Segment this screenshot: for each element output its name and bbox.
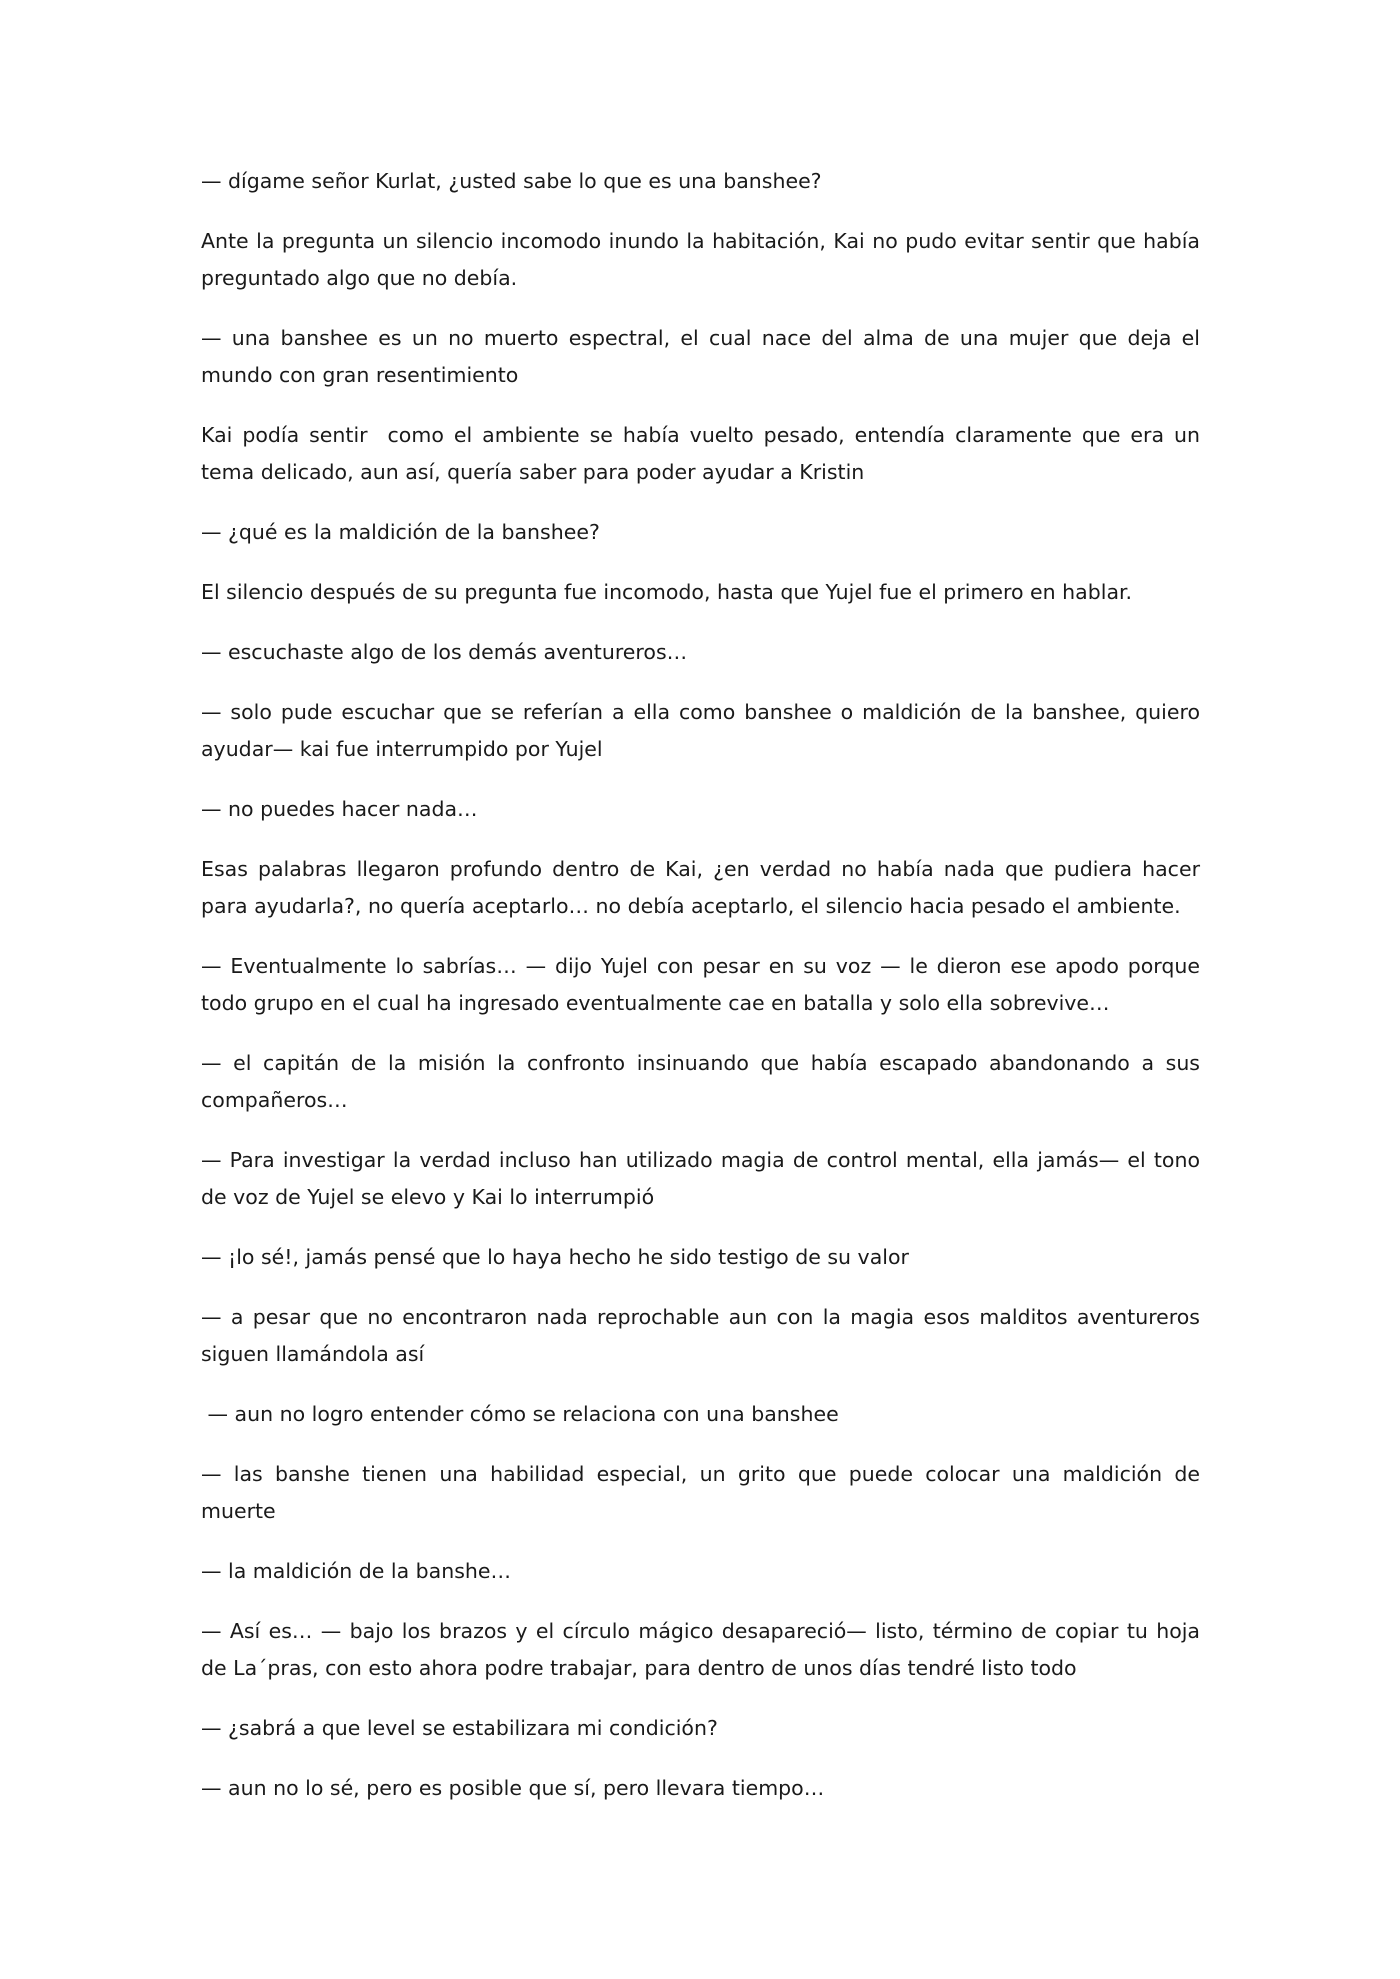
paragraph-2: Ante la pregunta un silencio incomodo inundo la habitación, Kai no pudo evitar sentir que había preguntado algo que no debía.	[201, 229, 1207, 290]
paragraph-16: — aun no logro entender cómo se relaciona con una banshee	[201, 1402, 839, 1426]
document-body	[201, 163, 1207, 1807]
paragraph-6: El silencio después de su pregunta fue incomodo, hasta que Yujel fue el primero en hablar.	[201, 580, 1133, 604]
paragraph-19: — Así es… — bajo los brazos y el círculo mágico desapareció— listo, término de copiar tu hoja de La´pras, con esto ahora podre trabajar, para dentro de unos días tendré listo todo	[201, 1619, 1207, 1680]
paragraph-14: — ¡lo sé!, jamás pensé que lo haya hecho he sido testigo de su valor	[201, 1245, 909, 1269]
paragraph-11: — Eventualmente lo sabrías… — dijo Yujel con pesar en su voz — le dieron ese apodo porque todo grupo en el cual ha ingresado eventualmente cae en batalla y solo ella sobrevive…	[201, 954, 1207, 1015]
paragraph-7: — escuchaste algo de los demás aventureros…	[201, 640, 688, 664]
paragraph-10: Esas palabras llegaron profundo dentro de Kai, ¿en verdad no había nada que pudiera hacer para ayudarla?, no quería aceptarlo… no debía aceptarlo, el silencio hacia pesado el ambiente.	[201, 857, 1207, 918]
paragraph-15: — a pesar que no encontraron nada reprochable aun con la magia esos malditos aventureros siguen llamándola así	[201, 1305, 1207, 1366]
paragraph-21: — aun no lo sé, pero es posible que sí, pero llevara tiempo…	[201, 1776, 825, 1800]
paragraph-4: Kai podía sentir como el ambiente se había vuelto pesado, entendía claramente que era un tema delicado, aun así, quería saber para poder ayudar a Kristin	[201, 423, 1207, 484]
paragraph-3: — una banshee es un no muerto espectral, el cual nace del alma de una mujer que deja el mundo con gran resentimiento	[201, 326, 1207, 387]
paragraph-5: — ¿qué es la maldición de la banshee?	[201, 520, 600, 544]
paragraph-13: — Para investigar la verdad incluso han utilizado magia de control mental, ella jamás— el tono de voz de Yujel se elevo y Kai lo interrumpió	[201, 1148, 1207, 1209]
paragraph-12: — el capitán de la misión la confronto insinuando que había escapado abandonando a sus compañeros…	[201, 1051, 1207, 1112]
paragraph-17: — las banshe tienen una habilidad especial, un grito que puede colocar una maldición de muerte	[201, 1462, 1207, 1523]
paragraph-20: — ¿sabrá a que level se estabilizara mi condición?	[201, 1716, 718, 1740]
paragraph-9: — no puedes hacer nada…	[201, 797, 478, 821]
paragraph-8: — solo pude escuchar que se referían a ella como banshee o maldición de la banshee, quiero ayudar— kai fue interrumpido por Yujel	[201, 700, 1207, 761]
paragraph-18: — la maldición de la banshe…	[201, 1559, 512, 1583]
paragraph-1: — dígame señor Kurlat, ¿usted sabe lo que es una banshee?	[201, 169, 822, 193]
